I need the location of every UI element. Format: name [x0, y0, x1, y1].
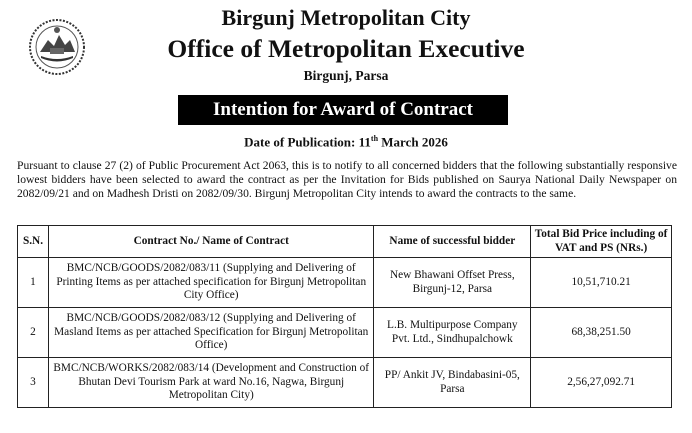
header-sn: S.N.: [18, 226, 49, 258]
publication-date-label: Date of Publication: 11: [244, 134, 371, 150]
row-bidder: New Bhawani Offset Press, Birgunj-12, Parsa: [374, 258, 531, 308]
publication-date-suffix: th: [370, 134, 379, 143]
row-bidder: L.B. Multipurpose Company Pvt. Ltd., Sindhupalchowk: [374, 308, 531, 358]
header-bidder: Name of successful bidder: [374, 226, 531, 258]
row-contract: BMC/NCB/GOODS/2082/083/12 (Supplying and Delivering of Masland Items as per attached Specification for Birgunj Metropolitan Office): [48, 308, 373, 358]
row-sn: 3: [18, 358, 49, 408]
publication-date-rest: March 2026: [378, 134, 448, 150]
header-contract: Contract No./ Name of Contract: [48, 226, 373, 258]
table-row: [18, 308, 672, 358]
publication-date: [0, 131, 692, 150]
row-contract: BMC/NCB/GOODS/2082/083/11 (Supplying and Delivering of Printing Items as per attached specification for Birgunj Metropolitan City Office): [48, 258, 373, 308]
office-name: Office of Metropolitan Executive: [167, 34, 525, 63]
city-name: Birgunj Metropolitan City: [221, 5, 471, 30]
row-price: 10,51,710.21: [531, 258, 672, 308]
notice-banner: Intention for Award of Contract: [178, 95, 508, 125]
awards-table: [17, 225, 672, 408]
row-contract: BMC/NCB/WORKS/2082/083/14 (Development and Construction of Bhutan Devi Tourism Park at ward No.16, Nagwa, Birgunj Metropolitan City): [48, 358, 373, 408]
intro-paragraph: Pursuant to clause 27 (2) of Public Procurement Act 2063, this is to notify to all concerned bidders that the following substantially responsive lowest bidders have been selected to award the contract as per the Invitation for Bids published on Saurya National Daily Newspaper on 2082/09/21 and on Madhesh Dristi on 2082/09/30. Birgunj Metropolitan City intends to award the contracts to the same.: [17, 159, 677, 200]
header-price: Total Bid Price including of VAT and PS (NRs.): [531, 226, 672, 258]
office-location: Birgunj, Parsa: [303, 68, 389, 83]
table-header-row: [18, 226, 672, 258]
table-row: [18, 358, 672, 408]
row-sn: 1: [18, 258, 49, 308]
table-row: [18, 258, 672, 308]
row-price: 2,56,27,092.71: [531, 358, 672, 408]
row-bidder: PP/ Ankit JV, Bindabasini-05, Parsa: [374, 358, 531, 408]
row-price: 68,38,251.50: [531, 308, 672, 358]
row-sn: 2: [18, 308, 49, 358]
